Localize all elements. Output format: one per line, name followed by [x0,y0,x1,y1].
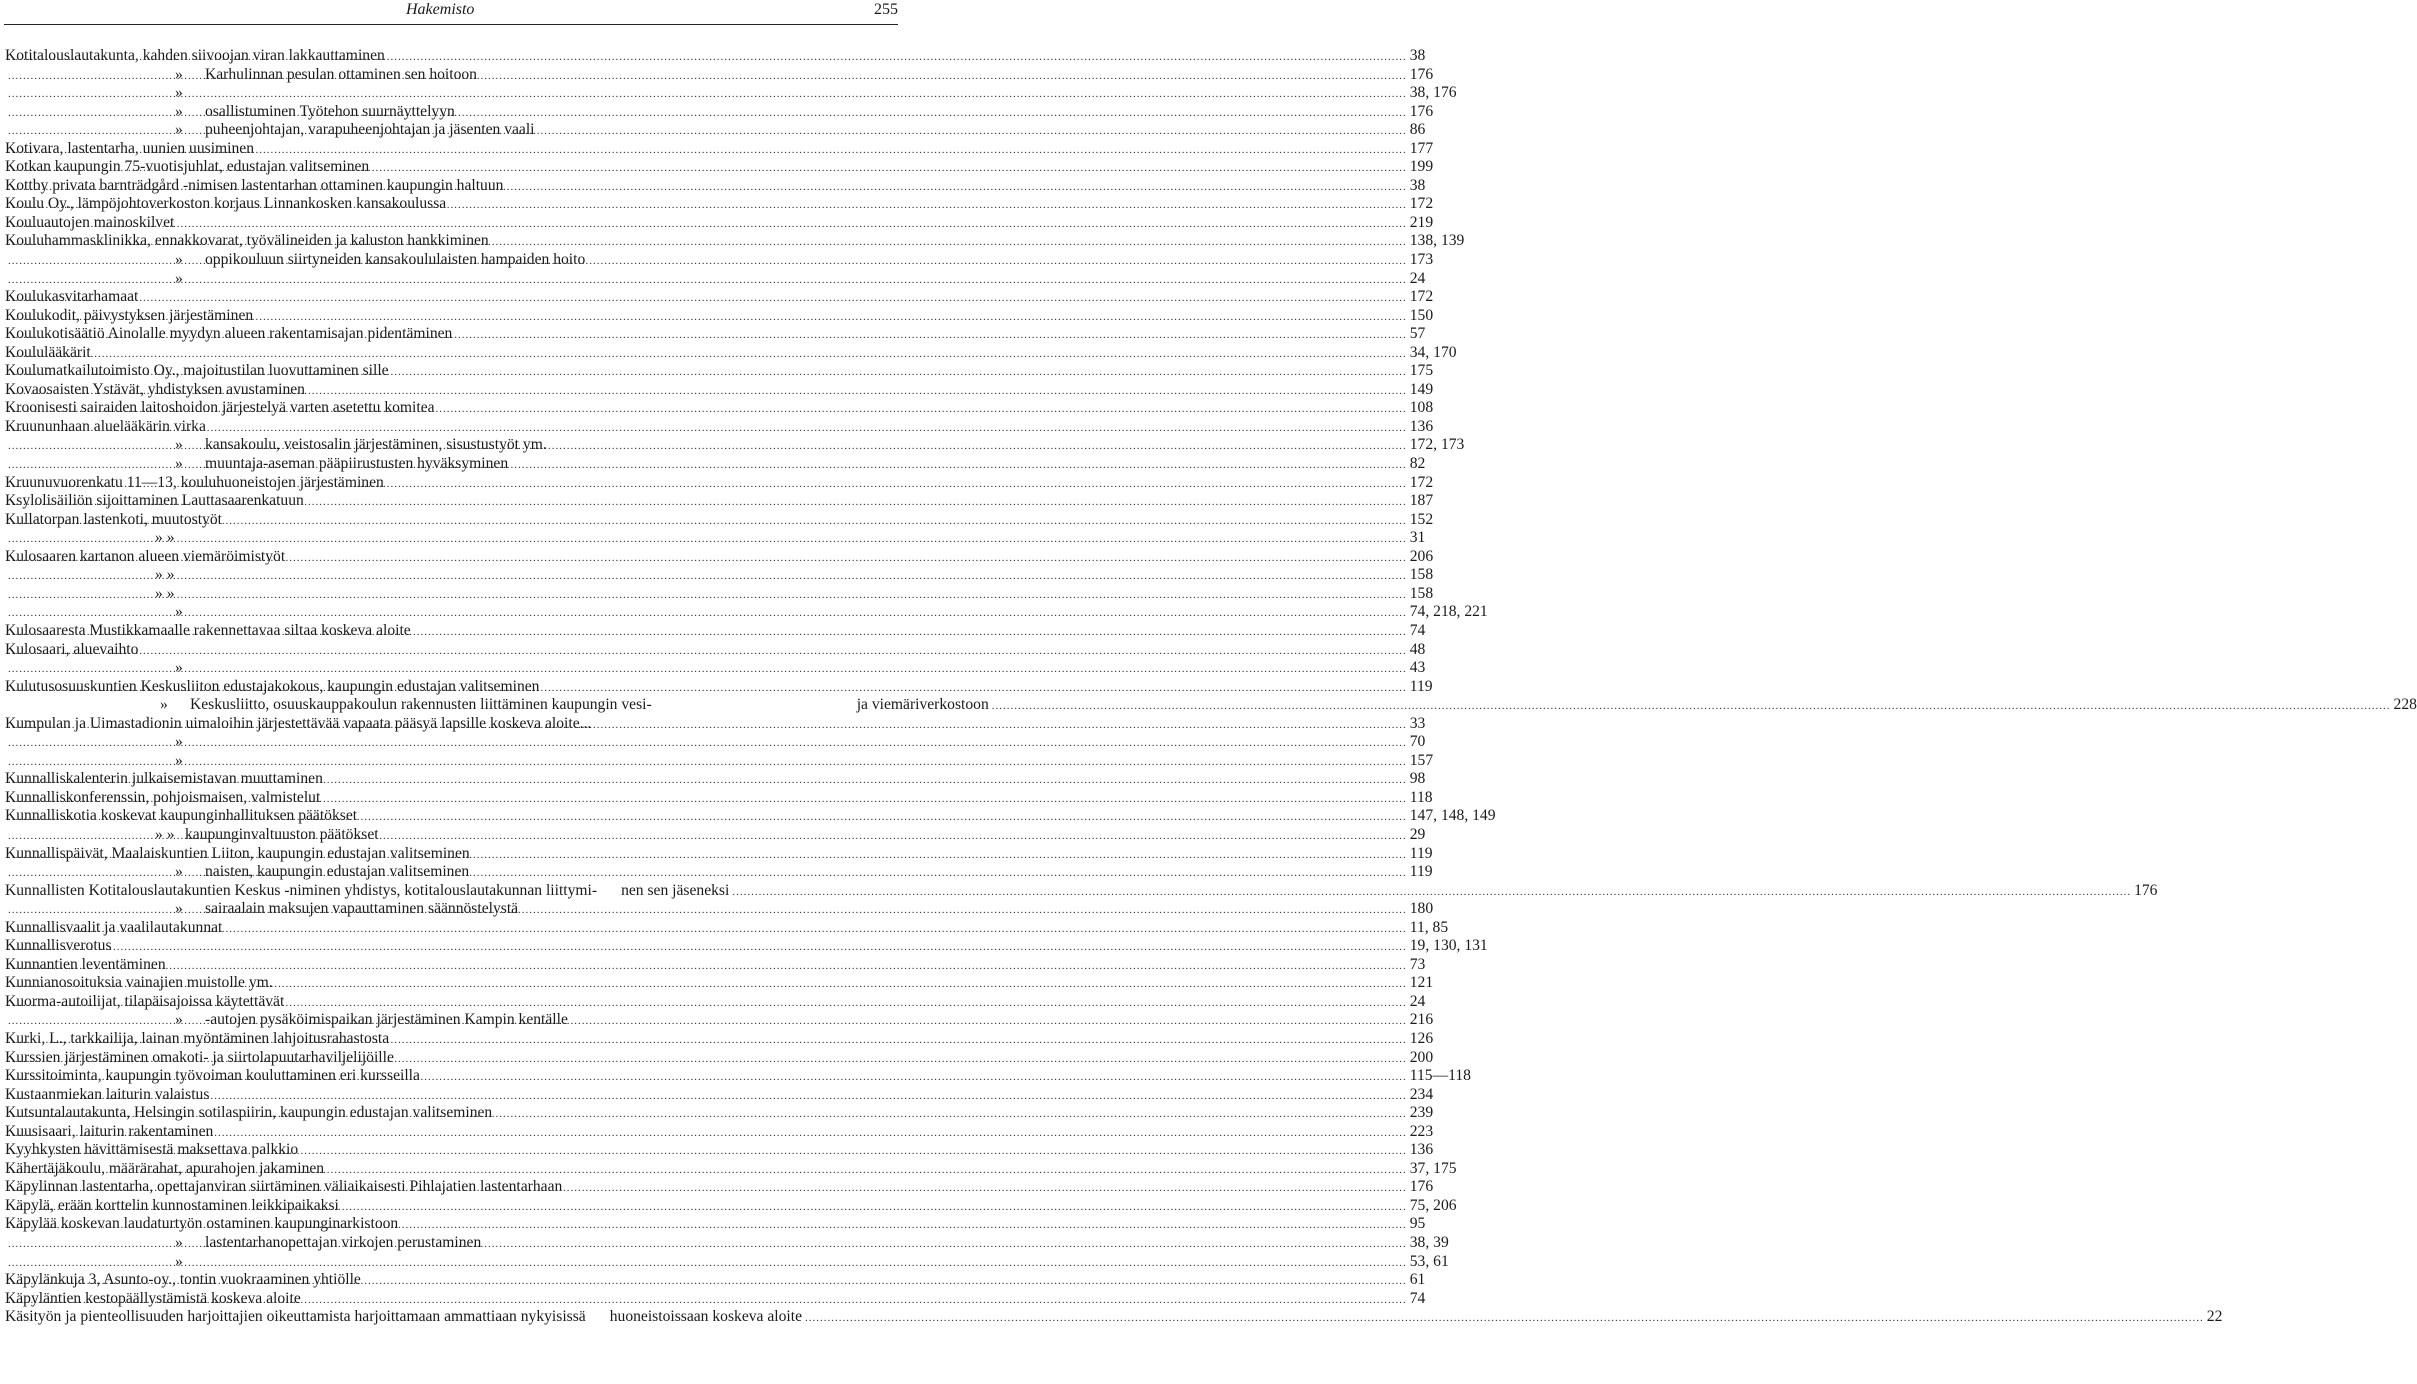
index-entry [5,473,1434,493]
leader-dots [8,975,1407,994]
page-reference: 136 [1409,1141,1434,1159]
leader-dots [8,271,1407,290]
index-entry [5,417,1434,437]
entry-text: Kunnalliskalenterin julkaisemistavan muuttaminen [5,770,323,788]
leader-dots [8,1198,1407,1217]
leader-dots [8,771,1407,790]
page-header [0,0,960,28]
entry-text: lastentarhanopettajan virkojen perustaminen [205,1234,482,1251]
leader-dots [8,1031,1407,1050]
leader-dots [8,604,1407,623]
ditto-mark: » [175,121,183,139]
index-entry [5,510,1434,530]
entry-text: Kurssien järjestäminen omakoti- ja siirtolapuutarhaviljelijöille [5,1048,394,1066]
index-entry [5,1122,1434,1142]
ditto-mark: » [175,733,183,751]
leader-dots [8,1142,1407,1161]
entry-text: Kulosaaren kartanon alueen viemäröimistyöt [5,547,286,565]
entry-text: naisten, kaupungin edustajan valitseminen [205,863,470,881]
index-entry-list [5,47,2417,1327]
ditto-mark: » [175,863,183,881]
leader-dots [8,196,1407,215]
page-reference: 119 [1409,863,1433,881]
page-reference: 95 [1409,1215,1426,1233]
leader-dots [8,957,1407,976]
entry-text: muuntaja-aseman pääpiirustusten hyväksyminen [205,455,509,473]
page-reference: 38 [1409,47,1426,64]
index-entry [5,492,1434,511]
page-reference: 70 [1409,733,1426,751]
page-reference: 172 [1409,473,1434,491]
entry-text: Kunnallispäivät, Maalaiskuntien Liiton, kaupungin edustajan valitseminen [5,844,470,862]
index-entry [5,825,1426,845]
entry-text: sairaalain maksujen vapauttaminen säännöstelystä [205,900,519,918]
leader-dots [8,1050,1407,1069]
leader-dots [8,85,1407,104]
page-reference: 158 [1409,584,1434,602]
index-entry [5,195,1434,214]
page-reference: 82 [1409,455,1426,473]
ditto-mark: » [175,1234,183,1251]
entry-text: oppikouluun siirtyneiden kansakoululaisten hampaiden hoito [205,251,586,269]
index-entry [5,659,1426,678]
page-reference: 73 [1409,955,1426,973]
leader-dots [8,920,1407,939]
index-entry [5,529,1426,548]
entry-text: Kulosaaresta Mustikkamaalle rakennettavaa siltaa koskeva aloite [5,621,411,639]
page-reference: 38 [1409,176,1426,194]
entry-text: Kullatorpan lastenkoti, muutostyöt [5,510,222,528]
entry-text: Koulukasvitarhamaat [5,288,139,306]
entry-text: Kunnallisten Kotitalouslautakuntien Keskus -niminen yhdistys, kotitalouslautakunnan liittymi- [5,881,598,899]
leader-dots [8,901,1407,920]
leader-dots [8,938,1407,957]
index-entry [5,621,1426,641]
leader-dots [8,178,1407,197]
page-reference: 147, 148, 149 [1409,807,1496,825]
leader-dots [8,437,1407,456]
ditto-mark: » [175,900,183,918]
entry-text: Kotivara, lastentarha, uunien uusiminen [5,139,254,157]
leader-dots [8,1068,1407,1087]
entry-text: Kunnalliskonferenssin, pohjoismaisen, valmistelut [5,788,321,806]
page-reference: 31 [1409,529,1426,547]
entry-text: Koulukotisäätiö Ainolalle myydyn alueen rakentamisajan pidentäminen [5,325,453,343]
index-entry [5,603,1488,622]
page-reference: 177 [1409,139,1434,157]
entry-text: Kovaosaisten Ystävät, yhdistyksen avustaminen [5,380,305,398]
entry-text: Käsityön ja pienteollisuuden harjoittajien oikeuttamista harjoittamaan ammattiaan nykyisissä [5,1308,586,1326]
page-reference: 22 [2206,1308,2223,1326]
leader-dots [8,827,1407,846]
entry-text: Koululääkärit [5,343,91,361]
page-reference: 121 [1409,974,1434,992]
entry-text: Kunnantien leventäminen [5,955,166,973]
index-entry [5,176,1426,196]
leader-dots [8,734,1407,753]
index-entry [5,1215,1426,1234]
page-reference: 234 [1409,1085,1434,1103]
index-entry [5,158,1434,177]
page-reference: 86 [1409,121,1426,139]
page-reference: 33 [1409,714,1426,732]
leader-dots [8,419,1407,438]
leader-dots [8,586,1407,605]
page-reference: 126 [1409,1029,1434,1047]
ditto-mark: » [175,84,183,102]
leader-dots [8,790,1407,809]
page-reference: 98 [1409,770,1426,788]
leader-dots [8,1161,1407,1180]
index-entry [5,807,1496,826]
page-reference: 43 [1409,659,1426,677]
ditto-mark: » [175,436,183,454]
leader-dots [8,1087,1407,1106]
page-number: 255 [874,1,898,18]
entry-text: Käpylä, erään korttelin kunnostaminen leikkipaikaksi [5,1196,339,1214]
entry-text: Koulumatkailutoimisto Oy., majoitustilan luovuttaminen sille [5,362,389,380]
ditto-mark: » [175,659,183,677]
leader-dots [8,48,1407,67]
index-entry [5,714,1426,734]
entry-text: Kunnianosoituksia vainajien muistolle ym. [5,974,273,992]
leader-dots [8,326,1407,345]
entry-text: Keskusliitto, osuuskauppakoulun rakennusten liittäminen kaupungin vesi- [190,696,652,714]
leader-dots [8,994,1407,1013]
index-entry [5,1234,1449,1253]
page-reference: 108 [1409,399,1434,417]
entry-text: Koulu Oy., lämpöjohtoverkoston korjaus Linnankosken kansakoulussa [5,195,447,213]
leader-dots [8,1179,1407,1198]
index-entry [5,918,1449,938]
page-reference: 158 [1409,566,1434,584]
page-reference: 206 [1409,547,1434,565]
header-rule [4,24,898,25]
entry-text: Kunnalliskotia koskevat kaupunginhallituksen päätökset [5,807,358,825]
entry-text: Käpylinnan lastentarha, opettajanviran siirtäminen väliaikaisesti Pihlajatien lastentarhaan [5,1178,563,1196]
leader-dots [8,808,1407,827]
page-reference: 228 [2393,696,2417,714]
index-entry [5,1029,1434,1049]
page-reference: 57 [1409,325,1426,343]
entry-text: Kurki, L., tarkkailija, lainan myöntäminen lahjoitusrahastosta [5,1029,390,1047]
ditto-mark: » » [155,584,175,602]
leader-dots [8,1254,1407,1273]
leader-dots [8,141,1407,160]
index-entry [5,788,1433,808]
page-reference: 74, 218, 221 [1409,603,1488,621]
leader-dots [8,567,1407,586]
leader-dots [8,846,1407,865]
leader-dots [8,512,1407,531]
ditto-mark: » [175,603,183,621]
entry-text: Kunnallisvaalit ja vaalilautakunnat [5,918,223,936]
running-title: Hakemisto [406,1,475,18]
page-reference: 74 [1409,621,1426,639]
page-reference: 150 [1409,306,1434,324]
entry-text: Kotitalouslautakunta, kahden siivoojan viran lakkauttaminen [5,47,385,64]
index-entry [5,1289,1426,1309]
page-reference: 138, 139 [1409,232,1465,250]
leader-dots [8,122,1407,141]
page-reference: 149 [1409,380,1434,398]
entry-text: Kulutusosuuskuntien Keskusliiton edustajakokous, kaupungin edustajan valitseminen [5,677,540,695]
ditto-mark: » » [155,825,175,843]
entry-text: Kutsuntalautakunta, Helsingin sotilaspiirin, kaupungin edustajan valitseminen [5,1104,493,1122]
ditto-mark: » » [155,566,175,584]
leader-dots [8,233,1407,252]
index-entry [5,547,1434,567]
index-entry [5,251,1434,270]
ditto-mark: » [175,751,183,769]
entry-text: puheenjohtajan, varapuheenjohtajan ja jäsenten vaali [205,121,535,139]
index-entry [5,65,1434,85]
index-entry [5,288,1434,307]
leader-dots [8,456,1407,475]
entry-text: osallistuminen Työtehon suurnäyttelyyn [205,102,455,120]
leader-dots [8,642,1407,661]
entry-text: kaupunginvaltuuston päätökset [185,825,379,843]
leader-dots [8,864,1407,883]
entry-text: Kustaanmiekan laiturin valaistus [5,1085,210,1103]
index-entry [5,844,1433,864]
leader-dots [8,679,1407,698]
page-reference: 176 [1409,65,1434,83]
leader-dots [8,493,1407,512]
page-reference: 53, 61 [1409,1252,1449,1270]
leader-dots [8,382,1407,401]
index-entry [5,1085,1434,1105]
index-entry [5,1048,1434,1068]
index-entry [5,566,1434,585]
page-reference: 118 [1409,788,1433,806]
page-reference: 180 [1409,900,1434,918]
index-entry [5,751,1434,771]
index-entry [5,102,1434,122]
page-reference: 61 [1409,1271,1426,1289]
index-entry [5,974,1434,993]
leader-dots [8,159,1407,178]
index-entry [5,436,1465,455]
entry-text: Kouluhammasklinikka, ennakkovarat, työvälineiden ja kaluston hankkiminen [5,232,489,250]
leader-dots [8,549,1407,568]
leader-dots [8,252,1407,271]
index-entry [5,455,1426,474]
index-entry [5,84,1457,103]
entry-text: huoneistoissaan koskeva aloite [609,1308,803,1326]
entry-text: Kumpulan ja Uimastadionin uimaloihin järjestettävää vapaata pääsyä lapsille koskeva aloite... [5,714,592,732]
index-entry [5,232,1465,251]
leader-dots [8,530,1407,549]
entry-text: Kruunuvuorenkatu 11—13, kouluhuoneistojen järjestäminen [5,473,384,491]
page-reference: 152 [1409,510,1434,528]
index-entry [5,881,2158,901]
leader-dots [8,104,1407,123]
index-entry [5,677,1433,697]
ditto-mark: » [175,65,183,83]
index-entry [5,1104,1434,1123]
leader-dots [805,1309,2204,1328]
index-entry [5,47,1426,66]
leader-dots [8,1291,1407,1310]
ditto-mark: » [175,1011,183,1029]
page-reference: 172 [1409,195,1434,213]
page-reference: 216 [1409,1011,1434,1029]
page-reference: 172 [1409,288,1434,306]
leader-dots [8,289,1407,308]
entry-text: Käpylää koskevan laudaturtyön ostaminen kaupunginarkistoon [5,1215,399,1233]
ditto-mark: » » [155,529,175,547]
leader-dots [8,1012,1407,1031]
leader-dots [8,716,1407,735]
leader-dots [992,697,2391,716]
entry-text: Kuorma-autoilijat, tilapäisajoissa käytettävät [5,992,285,1010]
page-reference: 172, 173 [1409,436,1465,454]
page-reference: 136 [1409,417,1434,435]
index-entry [5,380,1434,400]
entry-text: nen sen jäseneksi [621,881,730,899]
index-entry [5,696,2417,715]
index-entry [5,1252,1449,1272]
page-reference: 115—118 [1409,1067,1471,1085]
page-reference: 176 [1409,1178,1434,1196]
entry-text: Kotkan kaupungin 75-vuotisjuhlat, edustajan valitseminen [5,158,370,176]
page-reference: 74 [1409,1289,1426,1307]
ditto-mark: » [175,251,183,269]
entry-text: Kroonisesti sairaiden laitoshoidon järjestelyä varten asetettu komitea [5,399,435,417]
entry-text: Koulukodit, päivystyksen järjestäminen [5,306,254,324]
page-reference: 223 [1409,1122,1434,1140]
entry-text: Kouluautojen mainoskilvet [5,213,175,231]
index-entry [5,325,1426,344]
leader-dots [8,215,1407,234]
entry-text: Kottby privata barnträdgård -nimisen lastentarhan ottaminen kaupungin haltuun [5,176,504,194]
index-entry [5,770,1426,789]
page-reference: 219 [1409,213,1434,231]
entry-text: Kunnallisverotus [5,937,112,955]
page-reference: 239 [1409,1104,1434,1122]
page-reference: 37, 175 [1409,1159,1457,1177]
index-entry [5,121,1426,140]
index-entry [5,733,1426,752]
page-reference: 34, 170 [1409,343,1457,361]
index-entry [5,1011,1434,1030]
page-reference: 24 [1409,992,1426,1010]
index-entry [5,399,1434,418]
index-entry [5,992,1426,1012]
leader-dots [8,623,1407,642]
leader-dots [8,308,1407,327]
page-reference: 187 [1409,492,1434,510]
page-reference: 19, 130, 131 [1409,937,1488,955]
entry-text: ja viemäriverkostoon [856,696,989,714]
index-entry [5,306,1434,326]
page-reference: 48 [1409,640,1426,658]
index-entry [5,1308,2223,1327]
entry-text: Kähertäjäkoulu, määrärahat, apurahojen jakaminen [5,1159,325,1177]
page-reference: 176 [1409,102,1434,120]
leader-dots [8,1105,1407,1124]
page-reference: 29 [1409,825,1426,843]
entry-text: Kruununhaan aluelääkärin virka [5,417,206,435]
entry-text: Kyyhkysten hävittämisestä maksettava palkkio [5,1141,299,1159]
index-entry [5,269,1426,289]
index-entry [5,1141,1434,1160]
index-entry [5,863,1433,882]
leader-dots [8,1272,1407,1291]
index-entry [5,1178,1434,1197]
entry-text: -autojen pysäköimispaikan järjestäminen Kampin kentälle [205,1011,568,1029]
page-reference: 157 [1409,751,1434,769]
ditto-mark: » [175,269,183,287]
page-reference: 175 [1409,362,1434,380]
index-entry [5,1067,1471,1086]
leader-dots [8,1235,1407,1254]
leader-dots [732,883,2131,902]
page-reference: 173 [1409,251,1434,269]
entry-text: Ksylolisäiliön sijoittaminen Lauttasaarenkatuun [5,492,304,510]
entry-text: Karhulinnan pesulan ottaminen sen hoitoon [205,65,477,83]
index-entry [5,1271,1426,1290]
leader-dots [8,753,1407,772]
ditto-mark: » [175,1252,183,1270]
leader-dots [8,400,1407,419]
index-entry [5,139,1434,159]
ditto-mark: » [175,102,183,120]
page-reference: 176 [2134,881,2158,899]
entry-text: Kulosaari, aluevaihto [5,640,139,658]
index-entry [5,1196,1457,1216]
ditto-mark: » [160,696,168,714]
leader-dots [8,345,1407,364]
leader-dots [8,67,1407,86]
index-entry [5,955,1426,975]
ditto-mark: » [175,455,183,473]
page-reference: 75, 206 [1409,1196,1457,1214]
index-entry [5,1159,1457,1179]
page-reference: 11, 85 [1409,918,1449,936]
leader-dots [8,475,1407,494]
page-reference: 200 [1409,1048,1434,1066]
index-entry [5,584,1434,604]
leader-dots [8,363,1407,382]
page-reference: 38, 176 [1409,84,1457,102]
index-entry [5,900,1434,919]
leader-dots [8,660,1407,679]
entry-text: Käpylänkuja 3, Asunto-oy., tontin vuokraaminen yhtiölle [5,1271,361,1289]
entry-text: Kurssitoiminta, kaupungin työvoiman kouluttaminen eri kursseilla [5,1067,420,1085]
index-entry [5,937,1488,956]
page-reference: 24 [1409,269,1426,287]
index-entry [5,362,1434,381]
leader-dots [8,1216,1407,1235]
entry-text: Kuusisaari, laiturin rakentaminen [5,1122,214,1140]
page-reference: 119 [1409,844,1433,862]
page-reference: 38, 39 [1409,1234,1449,1251]
entry-text: Käpyläntien kestopäällystämistä koskeva aloite [5,1289,301,1307]
page-reference: 119 [1409,677,1433,695]
entry-text: kansakoulu, veistosalin järjestäminen, sisustustyöt ym. [205,436,547,454]
index-entry [5,343,1457,363]
index-entry [5,640,1426,660]
index-entry [5,213,1434,233]
leader-dots [8,1124,1407,1143]
page-reference: 199 [1409,158,1434,176]
